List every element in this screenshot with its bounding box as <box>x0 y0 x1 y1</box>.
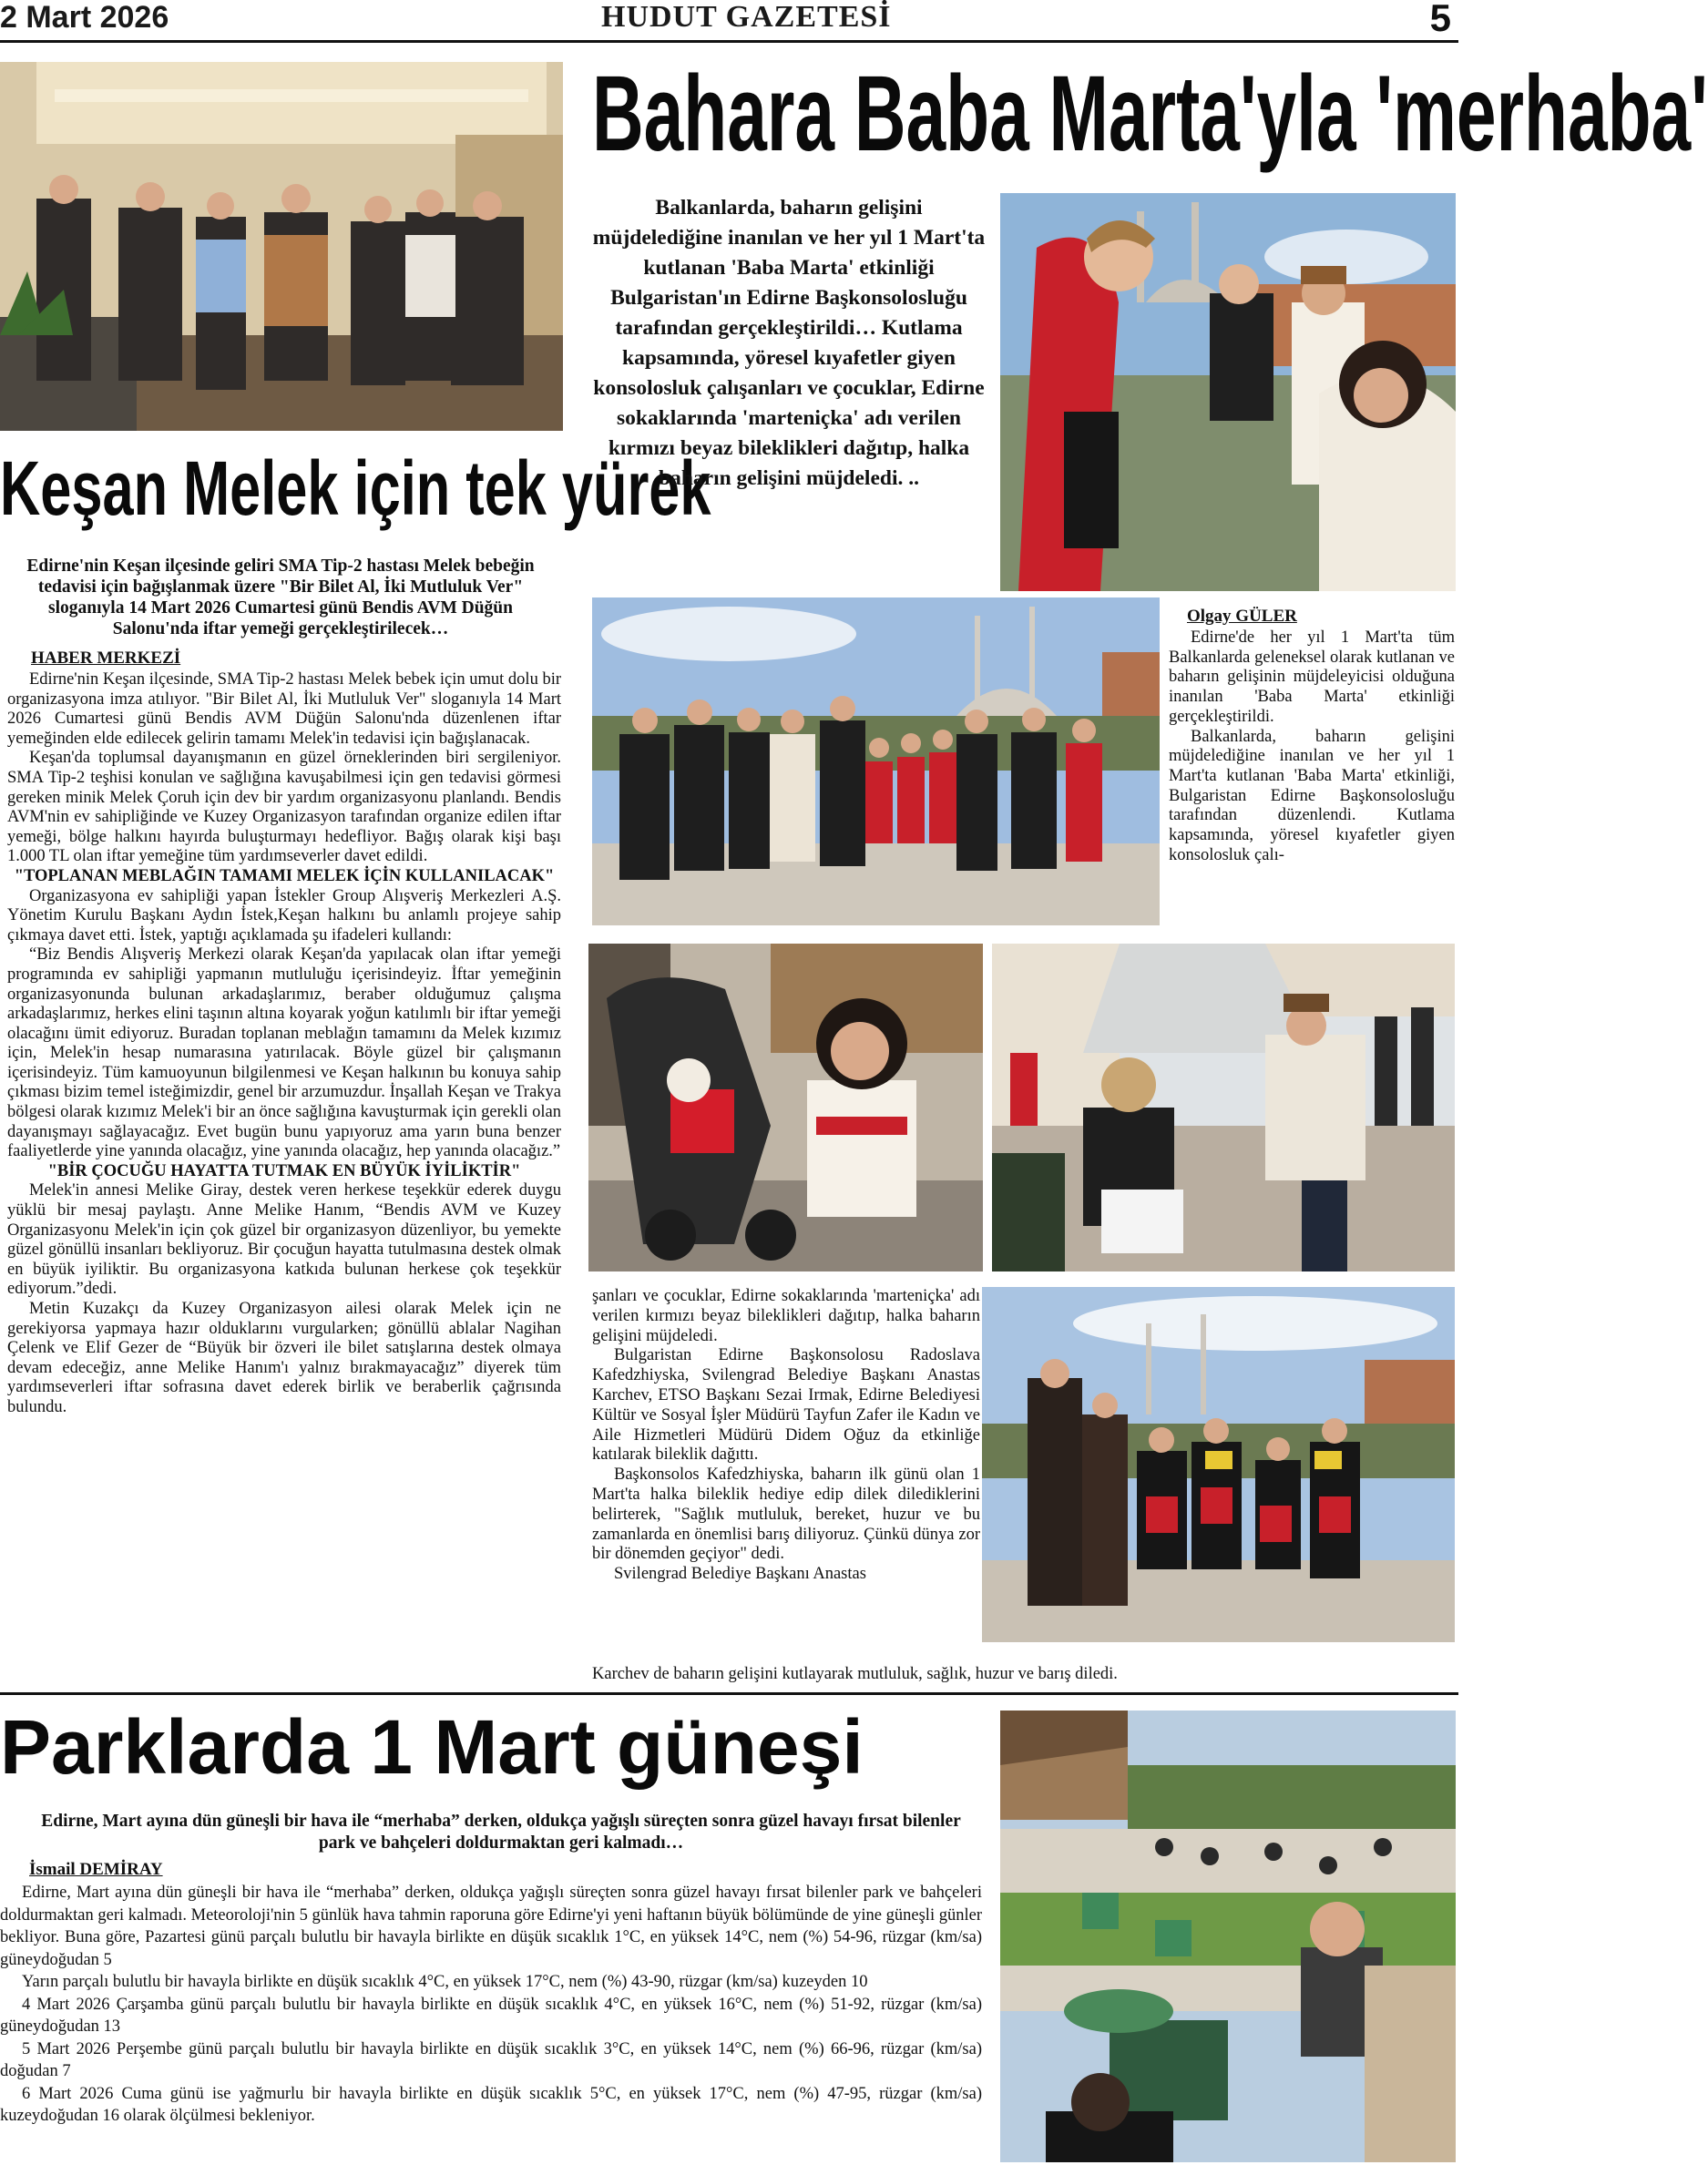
melek-subhead-1: "TOPLANAN MEBLAĞIN TAMAMI MELEK İÇİN KULLANILACAK" <box>14 866 555 885</box>
masthead-rule <box>0 40 1458 43</box>
baba-marta-body-col <box>1169 628 1455 865</box>
baba-marta-headline: Bahara Baba Marta'yla 'merhaba' <box>592 54 1708 174</box>
melek-lead: Edirne'nin Keşan ilçesinde geliri SMA Tip-2 hastası Melek bebeğin tedavisi için bağışlanmak üzere "Bir Bilet Al, İki Mutluluk Ver" sloganıyla 14 Mart 2026 Cumartesi günü Bendis AVM Düğün Salonu'nda iftar yemeği gerçekleştirilecek… <box>26 557 535 638</box>
melek-paragraph: Organizasyona ev sahipliği yapan İstekler Group Alışveriş Merkezleri A.Ş. Yönetim Kurulu Başkanı Aydın İstek,Keşan halkını bu anlamlı projeye sahip çıkmaya davet etti. İstek, yaptığı açıklamada şu ifadeleri kullandı: <box>7 886 561 945</box>
baba-marta-paragraph: Balkanlarda, baharın gelişini müjdelediğine inanılan ve her yıl 1 Mart'ta kutlanan 'Baba Marta' etkinliği, Bulgaristan Edirne Başkonsolosluğu tarafından düzenlendi. Kutlama kapsamında, yöresel kıyafetler giyen konsolosluk çalı- <box>1169 727 1455 864</box>
melek-headline: Keşan Melek için tek yürek <box>0 445 711 531</box>
parks-paragraph: 6 Mart 2026 Cuma günü ise yağmurlu bir havayla birlikte en düşük sıcaklık 5°C, en yüksek 17°C, nem (%) 47-95, rüzgar (km/sa) kuzeydoğudan 16 olarak ölçülmesi bekleniyor. <box>0 2084 982 2125</box>
melek-paragraph: “Biz Bendis Alışveriş Merkezi olarak Keşan'da yapılacak olan iftar yemeği programında ev sahipliği yapmanın mutluluğu içerisindeyiz. İftar yemeğinin organizasyonunda bulunan arkadaşlarımız, beraber olduğumuz çalışma arkadaşlarımız, herkes elini taşının altına koyarak yoğun katılımlı bir iftar yemeği olacağını ümit ediyoruz. Buradan toplanan meblağın tamamını da Melek kızımız için, Melek'in hesap numarasına yatırılacak. Böyle güzel bir çalışmanın içerisindeyiz. Tüm kamuoyunun bilgilenmesi ve Keşan halkının bu konuya sahip çıkması bizim temel isteğimizdir, genel bir arzumuzdur. İnşallah Keşan ve Trakya bölgesi olarak kızımız Melek'i bir an önce sağlığına kavuşturmak için gerekli olan dayanışmayı sağlayacağız. Evet bugün bunu yapıyoruz ama yarın buna benzer faaliyetlerde yine yanında olacağız, yine yanında olacağız, hep yanında olacağız.” <box>7 945 561 1161</box>
newspaper-name: HUDUT GAZETESİ <box>601 0 892 34</box>
melek-group-photo <box>0 62 563 431</box>
baba-marta-body-cont <box>592 1287 980 1585</box>
baba-marta-photo-costume-girl <box>1000 193 1456 591</box>
parks-paragraph: Edirne, Mart ayına dün güneşli bir hava ile “merhaba” derken, oldukça yağışlı süreçten sonra güzel havayı fırsat bilenler park ve bahçeleri doldurmaktan geri kalmadı. Meteoroloji'nin 5 günlük hava tahmin raporuna göre Edirne'yi yeni haftanın büyük bölümünde de yine güneşli günler bekliyor. Buna göre, Pazartesi günü parçalı bulutlu bir havayla birlikte en düşük sıcaklık 1°C, en yüksek 14°C, nem (%) 54-96, rüzgar (km/sa) güneydoğudan 5 <box>0 1884 982 1969</box>
baba-marta-photo-children <box>982 1287 1455 1642</box>
baba-marta-byline: Olgay GÜLER <box>1187 607 1297 626</box>
parks-headline: Parklarda 1 Mart güneşi <box>0 1704 864 1790</box>
melek-paragraph: Melek'in annesi Melike Giray, destek veren herkese teşekkür ederek duygu yüklü bir mesaj paylaştı. Anne Melike Hanım, “Bendis AVM ve Kuzey Organizasyonu Melek'in için çok güzel bir organizasyon düzenliyor, bu yemekte güzel gönüllü insanları bekliyoruz. Bir çocuğun hayatta tutulmasına destek olmak en büyük iyiliktir. Bu organizasyona katkıda bulunan herkese çok teşekkür ediyorum.”dedi. <box>7 1181 561 1299</box>
melek-subhead-2: "BİR ÇOCUĞU HAYATTA TUTMAK EN BÜYÜK İYİLİKTİR" <box>47 1161 521 1180</box>
parks-byline: İsmail DEMİRAY <box>29 1860 163 1879</box>
parks-lead: Edirne, Mart ayına dün güneşli bir hava ile “merhaba” derken, oldukça yağışlı süreçten sonra güzel havayı fırsat bilenler park ve bahçeleri doldurmaktan geri kalmadı… <box>41 1812 961 1853</box>
melek-byline: HABER MERKEZİ <box>31 648 181 668</box>
baba-marta-lead: Balkanlarda, baharın gelişini müjdelediğine inanılan ve her yıl 1 Mart'ta kutlanan 'Baba Marta' etkinliği Bulgaristan'ın Edirne Başkonsolosluğu tarafından gerçekleştirildi… Kutlama kapsamında, yöresel kıyafetler giyen konsolosluk çalışanları ve çocuklar, Edirne sokaklarında 'marteniçka' adı verilen kırmızı beyaz bileklikleri dağıtıp, halka baharın gelişini müjdeledi. .. <box>592 196 986 490</box>
baba-marta-photo-group <box>592 597 1160 925</box>
melek-paragraph: Metin Kuzakçı da Kuzey Organizasyon ailesi olarak Melek için ne gerekiyorsa yapmaya hazır olduklarını vurgularken; gönüllü ablalar Nagihan Çelenk ve Elif Gezer de “Büyük bir özveri ile bilet satışlarına destek olmaya devam edeceğiz, anne Melike Hanım'ı yalnız bırakmayacağız” diyerek tüm yardımseverleri iftar sofrasına davet ederek birlik ve beraberlik çağrısında bulundu. <box>7 1300 561 1416</box>
issue-date: 2 Mart 2026 <box>0 0 169 35</box>
parks-paragraph: 4 Mart 2026 Çarşamba günü parçalı bulutlu bir havayla birlikte en düşük sıcaklık 4°C, en yüksek 16°C, nem (%) 51-92, rüzgar (km/sa) güneydoğudan 13 <box>0 1995 982 2036</box>
melek-paragraph: Edirne'nin Keşan ilçesinde, SMA Tip-2 hastası Melek bebek için umut dolu bir organizasyona imza atılıyor. "Bir Bilet Al, İki Mutluluk Ver" sloganıyla 14 Mart 2026 Cumartesi günü Bendis AVM Düğün Salonu'nda düzenlenen iftar yemeğinden elde edilecek gelirin tamamı Melek'in tedavisi için bağışlanacak. <box>7 670 561 748</box>
parks-photo-cafe <box>1000 1711 1456 2162</box>
baba-marta-paragraph: şanları ve çocuklar, Edirne sokaklarında 'marteniçka' adı verilen kırmızı beyaz bileklikleri dağıtıp, halka baharın gelişini müjdeledi. <box>592 1287 980 1345</box>
parks-paragraph: 5 Mart 2026 Perşembe günü parçalı bulutlu bir havayla birlikte en düşük sıcaklık 3°C, en yüksek 14°C, nem (%) 66-96, rüzgar (km/sa) doğudan 7 <box>0 2039 982 2080</box>
parks-paragraph: Yarın parçalı bulutlu bir havayla birlikte en düşük sıcaklık 4°C, en yüksek 17°C, nem (%) 43-90, rüzgar (km/sa) kuzeyden 10 <box>22 1973 868 1991</box>
section-rule <box>0 1692 1458 1695</box>
melek-paragraph: Keşan'da toplumsal dayanışmanın en güzel örneklerinden biri sergileniyor. SMA Tip-2 teşhisi konulan ve sağlığına kavuşabilmesi için gen tedavisi görmesi gereken minik Melek Çoruh için dev bir yardım organizasyonu planlandı. Bendis AVM'nin ev sahipliğinde ve Kuzey Organizasyon tarafından organize edilen iftar yemeği, bölge halkını hayırda buluşturmayı hedefliyor. Bağış olarak kişi başı 1.000 TL olan iftar yemeğine tüm yardımseverler davet edildi. <box>7 749 561 866</box>
page-number: 5 <box>1429 0 1451 39</box>
baba-marta-paragraph: Edirne'de her yıl 1 Mart'ta tüm Balkanlarda geleneksel olarak kutlanan ve baharın gelişinin müjdeleyicisi olduğuna inanılan 'Baba Marta' etkinliği gerçekleştirildi. <box>1169 628 1455 726</box>
baba-marta-photo-street <box>992 944 1455 1271</box>
baba-marta-paragraph: Svilengrad Belediye Başkanı Anastas <box>614 1565 866 1584</box>
baba-marta-closing: Karchev de baharın gelişini kutlayarak mutluluk, sağlık, huzur ve barış diledi. <box>592 1665 1118 1683</box>
baba-marta-paragraph: Başkonsolos Kafedzhiyska, baharın ilk günü olan 1 Mart'ta halka bileklik hediye edip dilek dilediklerini belirterek, "Sağlık mutluluk, bereket, huzur ve bu zamanlarda en önemlisi barış diliyoruz. Çünkü dünya zor bir dönemden geçiyor" dedi. <box>592 1465 980 1564</box>
melek-body-1 <box>7 670 561 1418</box>
baba-marta-photo-stroller <box>588 944 983 1271</box>
baba-marta-paragraph: Bulgaristan Edirne Başkonsolosu Radoslava Kafedzhiyska, Svilengrad Belediye Başkanı Anastas Karchev, ETSO Başkanı Sezai Irmak, Edirne Belediyesi Kültür ve Sosyal İşler Müdürü Tayfun Zafer ile Kadın ve Aile Hizmetleri Müdürü Didem Oğuz da etkinliğe katılarak bileklik dağıttı. <box>592 1346 980 1465</box>
parks-body <box>0 1882 982 2128</box>
